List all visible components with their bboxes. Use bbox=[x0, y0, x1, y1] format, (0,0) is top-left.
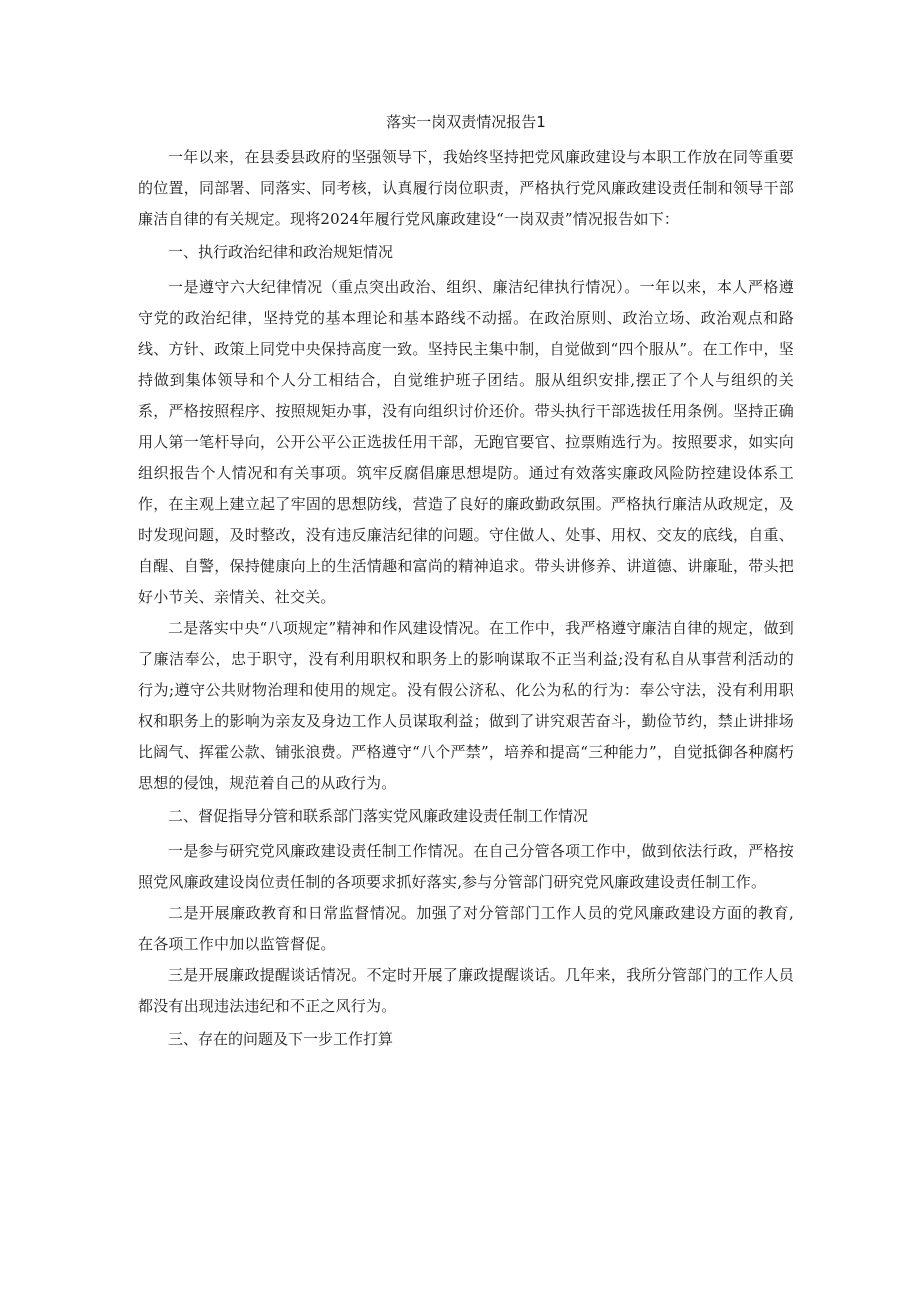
section-heading-3: 三、存在的问题及下一步工作打算 bbox=[168, 1030, 394, 1048]
section-heading-2: 二、督促指导分管和联系部门落实党风廉政建设责任制工作情况 bbox=[168, 807, 589, 825]
section-1-paragraph-1: 一是遵守六大纪律情况（重点突出政治、组织、廉洁纪律执行情况）。一年以来，本人严格遵守党的政治纪律，坚持党的基本理论和基本路线不动摇。在政治原则、政治立场、政治观点和路线、方针、政策上同党中央保持高度一致。坚持民主集中制，自觉做到“四个服从”。在工作中，坚持做到集体领导和个人分工相结合，自觉维护班子团结。服从组织安排,摆正了个人与组织的关系，严格按照程序、按照规矩办事，没有向组织讨价还价。带头执行干部选拔任用条例。坚持正确用人第一笔杆导向，公开公平公正选拔任用干部，无跑官要官、拉票贿选行为。按照要求，如实向组织报告个人情况和有关事项。筑牢反腐倡廉思想堤防。通过有效落实廉政风险防控建设体系工作，在主观上建立起了牢固的思想防线，营造了良好的廉政勤政氛围。严格执行廉洁从政规定，及时发现问题，及时整改，没有违反廉洁纪律的问题。守住做人、处事、用权、交友的底线，自重、自醒、自警，保持健康向上的生活情趣和富尚的精神追求。带头讲修养、讲道德、讲廉耻，带头把好小节关、亲情关、社交关。 bbox=[138, 278, 794, 606]
section-heading-1: 一、执行政治纪律和政治规矩情况 bbox=[168, 243, 394, 261]
section-2-paragraph-1: 一是参与研究党风廉政建设责任制工作情况。在自己分管各项工作中，做到依法行政，严格按照党风廉政建设岗位责任制的各项要求抓好落实,参与分管部门研究党风廉政建设责任制工作。 bbox=[138, 842, 794, 891]
intro-paragraph: 一年以来，在县委县政府的坚强领导下，我始终坚持把党风廉政建设与本职工作放在同等重要的位置，同部署、同落实、同考核，认真履行岗位职责，严格执行党风廉政建设责任制和领导干部廉洁自律的有关规定。现将2024年履行党风廉政建设“一岗双责”情况报告如下： bbox=[138, 148, 794, 228]
document-body bbox=[138, 112, 794, 1059]
section-2-paragraph-3: 三是开展廉政提醒谈话情况。不定时开展了廉政提醒谈话。几年来，我所分管部门的工作人员都没有出现违法违纪和不正之风行为。 bbox=[138, 966, 794, 1015]
section-1-paragraph-2: 二是落实中央“八项规定”精神和作风建设情况。在工作中，我严格遵守廉洁自律的规定，做到了廉洁奉公，忠于职守，没有利用职权和职务上的影响谋取不正当利益;没有私自从事营利活动的行为;遵守公共财物治理和使用的规定。没有假公济私、化公为私的行为：奉公守法，没有利用职权和职务上的影响为亲友及身边工作人员谋取利益；做到了讲究艰苦奋斗，勤俭节约，禁止讲排场比阔气、挥霍公款、铺张浪费。严格遵守“八个严禁”，培养和提高“三种能力”，自觉抵御各种腐朽思想的侵蚀，规范着自己的从政行为。 bbox=[138, 619, 794, 792]
section-2-paragraph-2: 二是开展廉政教育和日常监督情况。加强了对分管部门工作人员的党风廉政建设方面的教育,在各项工作中加以监管督促。 bbox=[138, 904, 794, 953]
document-title: 落实一岗双责情况报告1 bbox=[386, 113, 546, 131]
